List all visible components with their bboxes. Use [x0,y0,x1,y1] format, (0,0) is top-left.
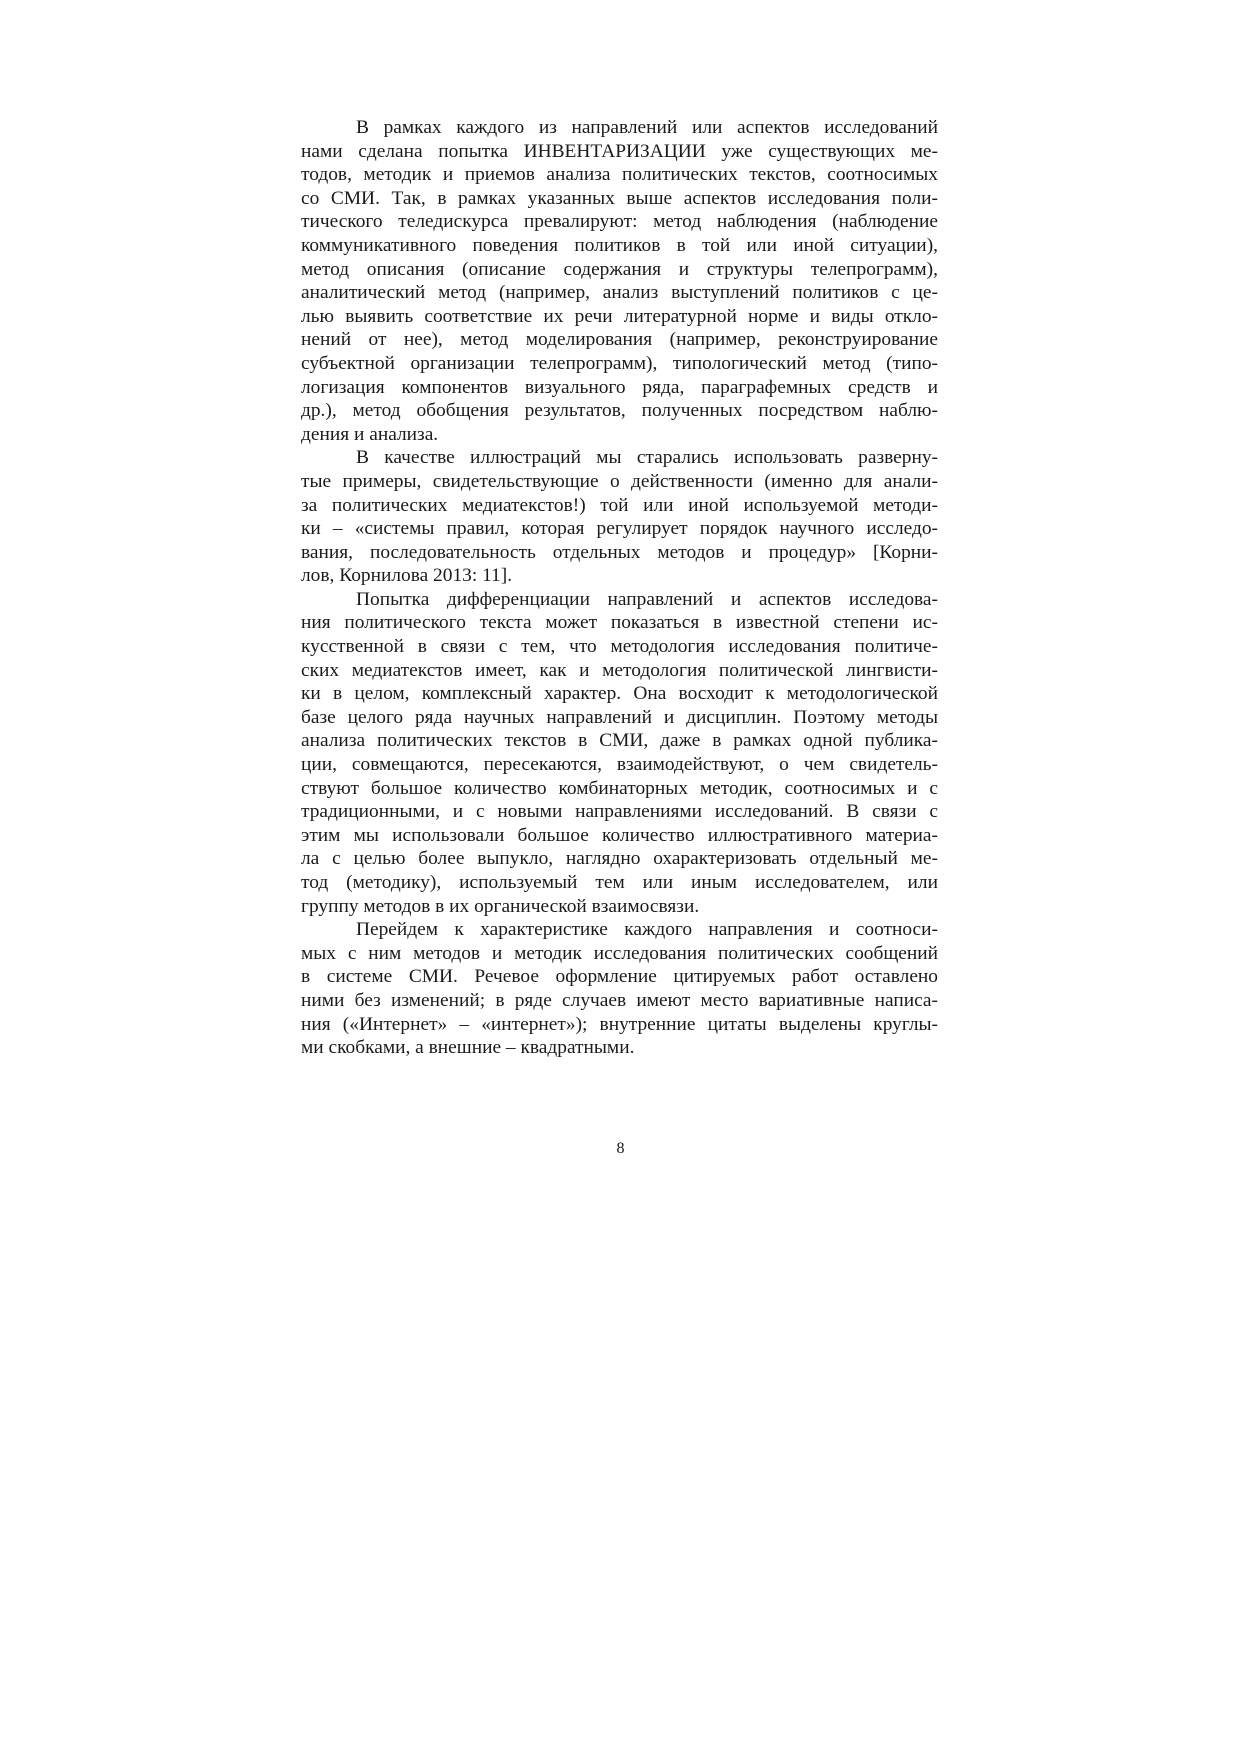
text-line: аналитический метод (например, анализ выступлений политиков с це- [301,282,938,304]
text-line: нами сделана попытка ИНВЕНТАРИЗАЦИИ уже существующих ме- [301,140,938,162]
text-line: тодов, методик и приемов анализа политических текстов, соотносимых [301,164,938,186]
text-line: анализа политических текстов в СМИ, даже в рамках одной публика- [301,730,938,752]
text-line: ния («Интернет» – «интернет»); внутренние цитаты выделены круглы- [301,1013,938,1035]
text-line: за политических медиатекстов!) той или иной используемой методи- [301,494,938,516]
text-line: лью выявить соответствие их речи литературной норме и виды откло- [301,305,938,327]
text-line: мых с ним методов и методик исследования политических сообщений [301,942,938,964]
text-line: метод описания (описание содержания и структуры телепрограмм), [301,258,938,280]
text-line: кусственной в связи с тем, что методология исследования политиче- [301,636,938,658]
text-line: вания, последовательность отдельных методов и процедур» [Корни- [301,541,938,563]
text-line: группу методов в их органической взаимосвязи. [301,895,700,917]
paragraph [301,588,938,918]
text-line: тического теледискурса превалируют: метод наблюдения (наблюдение [301,211,938,233]
text-line: В качестве иллюстраций мы старались использовать разверну- [356,447,938,469]
text-line: тые примеры, свидетельствующие о действенности (именно для анали- [301,470,938,492]
text-line: ки – «системы правил, которая регулирует порядок научного исследо- [301,518,938,540]
text-line: ла с целью более выпукло, наглядно охарактеризовать отдельный ме- [301,848,938,870]
paragraph [301,116,938,446]
text-line: ствуют большое количество комбинаторных методик, соотносимых и с [301,777,938,799]
text-line: коммуникативного поведения политиков в той или иной ситуации), [301,234,938,256]
text-line: Попытка дифференциации направлений и аспектов исследова- [356,588,938,610]
text-line: этим мы использовали большое количество иллюстративного материа- [301,824,938,846]
body-text [301,116,938,1060]
text-line: тод (методику), используемый тем или иным исследователем, или [301,872,938,893]
text-line: со СМИ. Так, в рамках указанных выше аспектов исследования поли- [301,187,938,209]
text-line: субъектной организации телепрограмм), типологический метод (типо- [301,352,938,374]
paragraph [301,446,938,588]
text-line: Перейдем к характеристике каждого направления и соотноси- [356,919,938,941]
text-line: ния политического текста может показаться в известной степени ис- [301,612,938,634]
text-line: ки в целом, комплексный характер. Она восходит к методологической [301,683,938,705]
text-line: дения и анализа. [301,423,439,445]
text-line: базе целого ряда научных направлений и дисциплин. Поэтому методы [301,706,938,728]
page-number: 8 [616,1140,625,1157]
text-line: лов, Корнилова 2013: 11]. [301,565,513,587]
text-line: др.), метод обобщения результатов, полученных посредством наблю- [301,400,938,422]
text-line: логизация компонентов визуального ряда, параграфемных средств и [301,376,938,398]
text-line: ми скобками, а внешние – квадратными. [301,1037,635,1059]
text-line: В рамках каждого из направлений или аспектов исследований [356,117,938,138]
paragraph [301,918,938,1060]
text-line: ции, совмещаются, пересекаются, взаимодействуют, о чем свидетель- [301,754,938,776]
text-line: ских медиатекстов имеет, как и методология политической лингвисти- [301,659,938,681]
text-line: в системе СМИ. Речевое оформление цитируемых работ оставлено [301,966,938,988]
text-line: традиционными, и с новыми направлениями исследований. В связи с [301,801,938,823]
text-line: нений от нее), метод моделирования (например, реконструирование [301,329,938,351]
text-line: ними без изменений; в ряде случаев имеют место вариативные написа- [301,989,938,1011]
